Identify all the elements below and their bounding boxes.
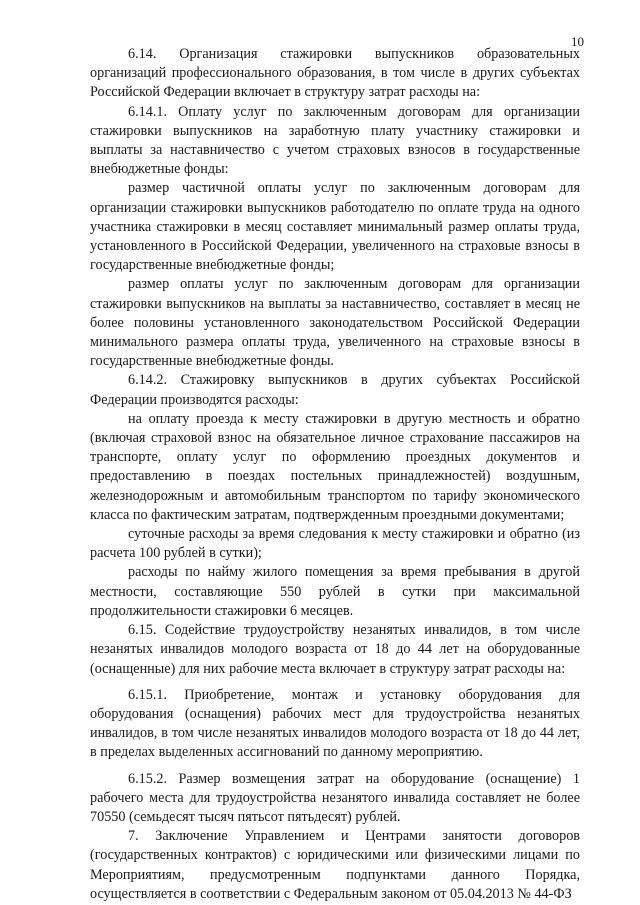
page-number: 10	[571, 34, 584, 49]
paragraph-mentorship-payment: размер оплаты услуг по заключенным договорам для организации стажировки выпускников на выплаты за наставничество, составляет в месяц не более половины установленного законодательством Российской Федерации минимального размера оплаты труда, увеличенного на страховые взносы в государственные внебюджетные фонды.	[90, 276, 580, 370]
paragraph-6-15-2: 6.15.2. Размер возмещения затрат на оборудование (оснащение) 1 рабочего места для трудоустройства незанятого инвалида составляет не более 70550 (семьдесят тысяч пятьсот пятьдесят) рублей.	[90, 770, 580, 825]
paragraph-6-15: 6.15. Содействие трудоустройству незанятых инвалидов, в том числе незанятых инвалидов молодого возраста от 18 до 44 лет на оборудованные (оснащенные) для них рабочие места включает в структуру затрат расходы на:	[90, 622, 580, 677]
paragraph-travel-costs: на оплату проезда к месту стажировки в другую местность и обратно (включая страховой взнос на обязательное личное страхование пассажиров на транспорте, оплату услуг по оформлению проездных документов и предоставлению в поездах постельных принадлежностей) воздушным, железнодорожным и автомобильным транспортом по тарифу экономического класса по фактическим затратам, подтвержденным проездными документами;	[90, 410, 580, 523]
paragraph-gap	[90, 679, 580, 686]
paragraph-6-14-2: 6.14.2. Стажировку выпускников в других субъектах Российской Федерации производятся расходы:	[90, 372, 580, 408]
paragraph-7: 7. Заключение Управлением и Центрами занятости договоров (государственных контрактов) с юридическими или физическими лицами по Мероприятиям, предусмотренным подпунктами данного Порядка, осуществляется в соответствии с Федеральным законом от 05.04.2013 № 44-ФЗ	[90, 828, 580, 902]
paragraph-6-15-1: 6.15.1. Приобретение, монтаж и установку оборудования для оборудования (оснащения) рабочих мест для трудоустройства незанятых инвалидов, в том числе незанятых инвалидов молодого возраста от 18 до 44 лет, в пределах выделенных ассигнований по данному мероприятию.	[90, 686, 580, 761]
paragraph-housing-costs: расходы по найму жилого помещения за время пребывания в другой местности, составляющие 550 рублей в сутки при максимальной продолжительности стажировки 6 месяцев.	[90, 564, 580, 619]
paragraph-daily-allowance: суточные расходы за время следования к месту стажировки и обратно (из расчета 100 рублей в сутки);	[90, 526, 580, 562]
paragraph-6-14-1: 6.14.1. Оплату услуг по заключенным договорам для организации стажировки выпускников на заработную плату участнику стажировки и выплаты за наставничество с учетом страховых взносов в государственные внебюджетные фонды:	[90, 103, 580, 178]
document-body	[90, 45, 580, 904]
paragraph-gap	[90, 763, 580, 770]
paragraph-6-14: 6.14. Организация стажировки выпускников образовательных организаций профессионального образования, в том числе в других субъектах Российской Федерации включает в структуру затрат расходы на:	[90, 46, 580, 101]
paragraph-partial-payment: размер частичной оплаты услуг по заключенным договорам для организации стажировки выпускников работодателю по оплате труда на одного участника стажировки в месяц составляет минимальный размер оплаты труда, установленного в Российской Федерации, увеличенного на страховые взносы в государственные внебюджетные фонды;	[90, 180, 580, 274]
